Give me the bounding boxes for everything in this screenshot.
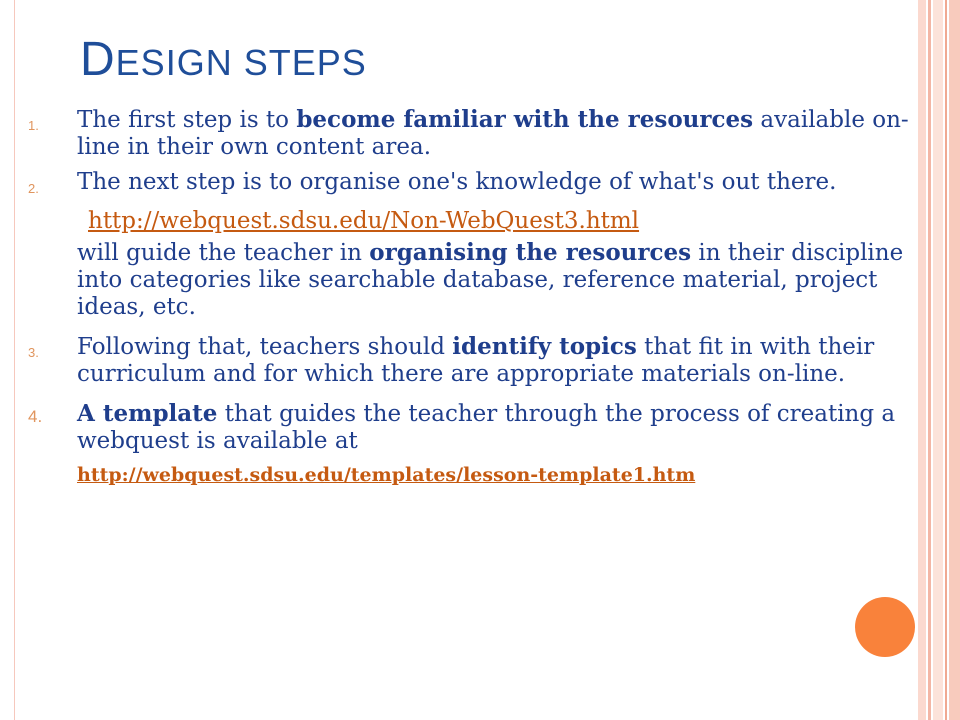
text-run: available on-line in their own content area. [77, 107, 909, 160]
content-list [28, 106, 923, 487]
bold-text-run: identify topics [452, 333, 637, 360]
list-number: 4. [28, 407, 43, 426]
list-item [28, 106, 923, 161]
bold-text-run: organising the resources [369, 239, 692, 266]
text-run: in their discipline into categories like searchable database, reference material, project ideas, etc. [77, 240, 904, 320]
text-run: that guides the teacher through the process of creating a webquest is available at [77, 401, 896, 454]
decor-bar [933, 0, 943, 720]
item-continuation [77, 239, 923, 321]
orange-circle-decoration [855, 597, 915, 657]
list-number: 2. [28, 181, 39, 196]
text-run: The next step is to organise one's knowledge of what's out there. [77, 169, 837, 195]
lesson-template-link[interactable]: http://webquest.sdsu.edu/templates/lesson-template1.htm [77, 464, 696, 486]
decor-bar [949, 0, 960, 720]
bold-text-run: become familiar with the resources [296, 106, 754, 133]
title-first-letter: D [80, 33, 116, 86]
bold-text-run: A template [77, 400, 218, 427]
title-rest: ESIGN STEPS [115, 42, 367, 83]
list-number: 1. [28, 118, 39, 133]
text-run: that fit in with their curriculum and for which there are appropriate materials on-line. [77, 334, 875, 387]
left-border-line [14, 0, 15, 720]
list-item [28, 169, 923, 196]
text-run: The first step is to [77, 107, 297, 133]
list-number: 3. [28, 345, 39, 360]
page-title [80, 32, 367, 87]
list-item [28, 400, 923, 455]
text-run: will guide the teacher in [77, 240, 370, 266]
decor-bar [945, 0, 947, 720]
non-webquest-link[interactable]: http://webquest.sdsu.edu/Non-WebQuest3.html [88, 208, 640, 234]
text-run: Following that, teachers should [77, 334, 453, 360]
right-decorative-bars [918, 0, 960, 720]
decor-bar [928, 0, 931, 720]
list-item [28, 333, 923, 388]
